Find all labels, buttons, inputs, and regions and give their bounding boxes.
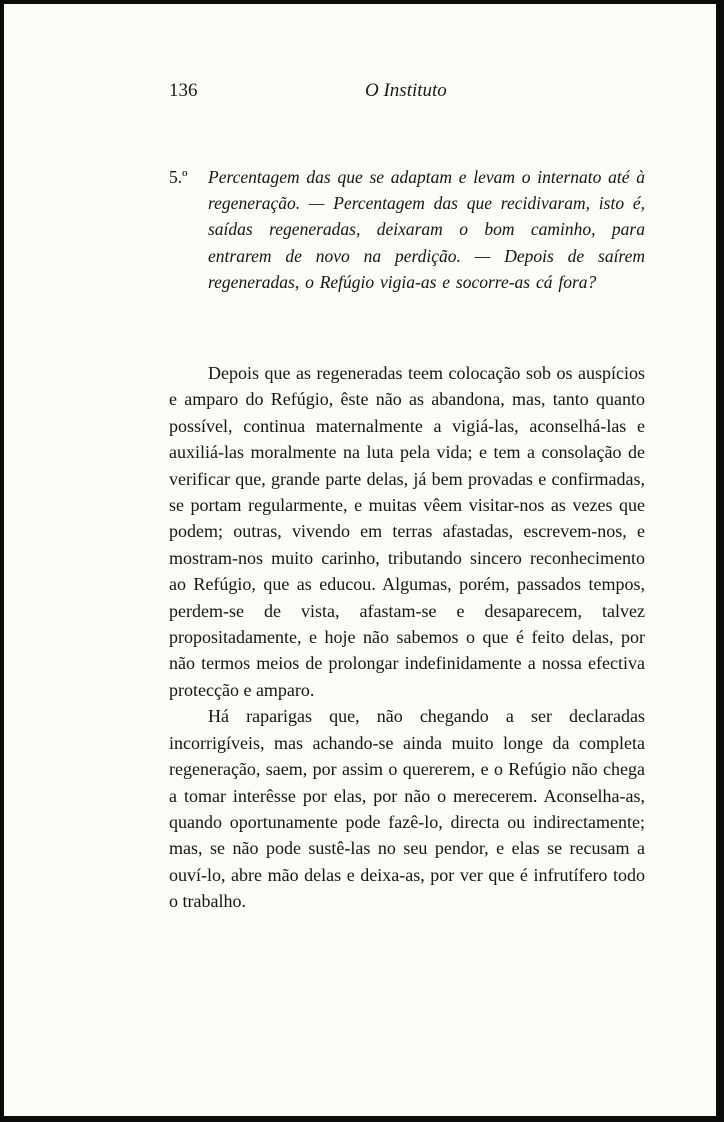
answer-body (169, 360, 645, 915)
paragraph: Há raparigas que, não chegando a ser declaradas incorrigíveis, mas achando-se ainda muito longe da completa regeneração, saem, por assim o quererem, e o Refúgio não chega a tomar interêsse por elas, por não o merecerem. Aconselha-as, quando oportunamente pode fazê-lo, directa ou indirectamente; mas, se não pode sustê-las no seu pendor, e elas se recusam a ouví-lo, abre mão delas e deixa-as, por ver que é infrutífero todo o trabalho. (169, 706, 645, 912)
question-text: Percentagem das que se adaptam e levam o internato até à regeneração. — Percentagem das que recidivaram, isto é, saídas regeneradas, deixaram o bom caminho, para entrarem de novo na perdição. — Depois de saírem regeneradas, o Refúgio vigia-as e socorre-as cá fora? (208, 167, 645, 292)
question-block (169, 164, 645, 295)
page-header (169, 80, 645, 106)
paragraph: Depois que as regeneradas teem colocação sob os auspícios e amparo do Refúgio, êste não as abandona, mas, tanto quanto possível, continua maternalmente a vigiá-las, aconselhá-las e auxiliá-las moralmente na luta pela vida; e tem a consolação de verificar que, grande parte delas, já bem provadas e confirmadas, se portam regularmente, e muitas vêem visitar-nos as vezes que podem; outras, vivendo em terras afastadas, escrevem-nos, e mostram-nos muito carinho, tributando sincero reconhecimento ao Refúgio, que as educou. Algumas, porém, passados tempos, perdem-se de vista, afastam-se e desaparecem, talvez propositadamente, e hoje não sabemos o que é feito delas, por não termos meios de prolongar indefinidamente a nossa efectiva protecção e amparo. (169, 363, 645, 700)
page-number: 136 (169, 80, 198, 101)
question-number: 5.º (169, 167, 188, 187)
running-title: O Instituto (365, 80, 447, 101)
